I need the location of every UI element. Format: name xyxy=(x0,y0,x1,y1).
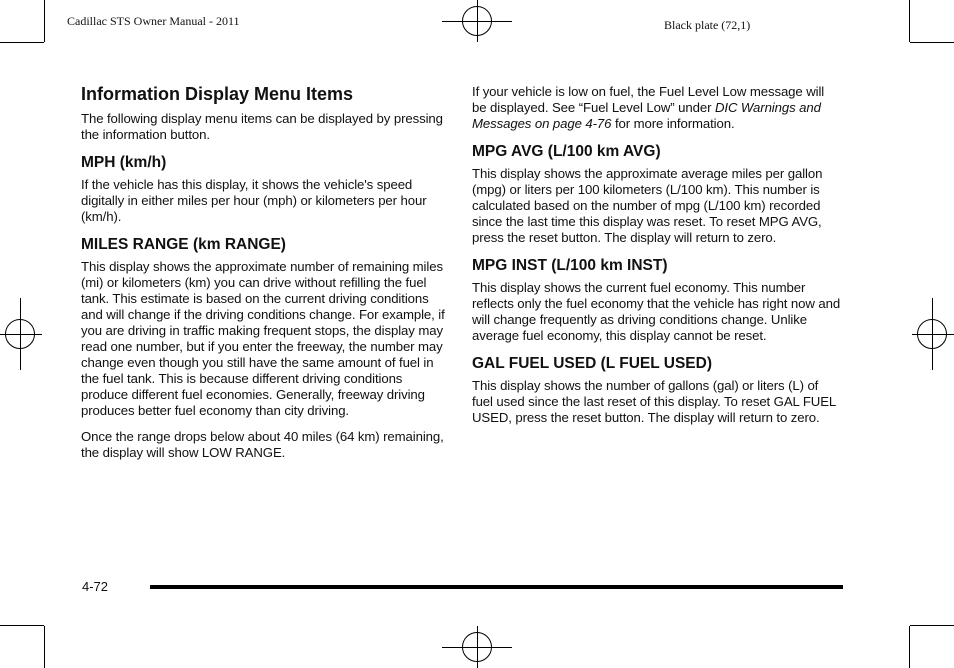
intro-paragraph: The following display menu items can be displayed by pressing the information button. xyxy=(81,111,443,142)
right-column xyxy=(472,84,842,436)
mph-heading: MPH (km/h) xyxy=(81,154,167,171)
header-manual-title: Cadillac STS Owner Manual - 2011 xyxy=(67,14,240,28)
mpg-inst-paragraph: This display shows the current fuel economy. This number reflects only the fuel economy that the vehicle has right now and will change frequently as driving conditions change. Unlike average fuel economy, this display cannot be reset. xyxy=(472,280,841,343)
low-range-paragraph: Once the range drops below about 40 miles (64 km) remaining, the display will show LOW RANGE. xyxy=(81,429,444,460)
fuel-level-low-paragraph xyxy=(472,84,842,132)
fuel-level-low-text-end: for more information. xyxy=(611,116,735,131)
left-column xyxy=(81,84,446,471)
mpg-avg-paragraph: This display shows the approximate average miles per gallon (mpg) or liters per 100 kilometers (L/100 km). This number is calculated based on the number of mpg (L/100 km) recorded since the last time this display was reset. To reset MPG AVG, press the reset button. The display will return to zero. xyxy=(472,166,823,245)
page-number: 4-72 xyxy=(82,579,109,594)
header-plate-label: Black plate (72,1) xyxy=(664,18,751,32)
gal-fuel-used-heading: GAL FUEL USED (L FUEL USED) xyxy=(472,355,712,372)
mph-paragraph: If the vehicle has this display, it shows the vehicle's speed digitally in either miles per hour (mph) or kilometers per hour (km/h). xyxy=(81,177,427,224)
dic-warnings-link[interactable]: DIC Warnings and Messages on page 4-76 xyxy=(472,100,821,131)
mpg-inst-heading: MPG INST (L/100 km INST) xyxy=(472,257,668,274)
mpg-avg-heading: MPG AVG (L/100 km AVG) xyxy=(472,143,661,160)
miles-range-paragraph: This display shows the approximate number of remaining miles (mi) or kilometers (km) you can drive without refilling the fuel tank. This estimate is based on the current driving conditions and will change if the driving conditions change. For example, if you are driving in traffic making frequent stops, the display may read one number, but if you enter the freeway, the number may change even though you still have the same amount of fuel in the fuel tank. This is because different driving conditions produce different fuel economies. Generally, freeway driving produces better fuel economy than city driving. xyxy=(81,259,445,418)
miles-range-heading: MILES RANGE (km RANGE) xyxy=(81,236,286,253)
footer-rule xyxy=(150,585,843,589)
fuel-level-low-text: If your vehicle is low on fuel, the Fuel Level Low message will be displayed. See “Fuel Level Low” under xyxy=(472,84,825,115)
gal-fuel-used-paragraph: This display shows the number of gallons (gal) or liters (L) of fuel used since the last reset of this display. To reset GAL FUEL USED, press the reset button. The display will return to zero. xyxy=(472,378,836,425)
section-title: Information Display Menu Items xyxy=(81,84,354,104)
